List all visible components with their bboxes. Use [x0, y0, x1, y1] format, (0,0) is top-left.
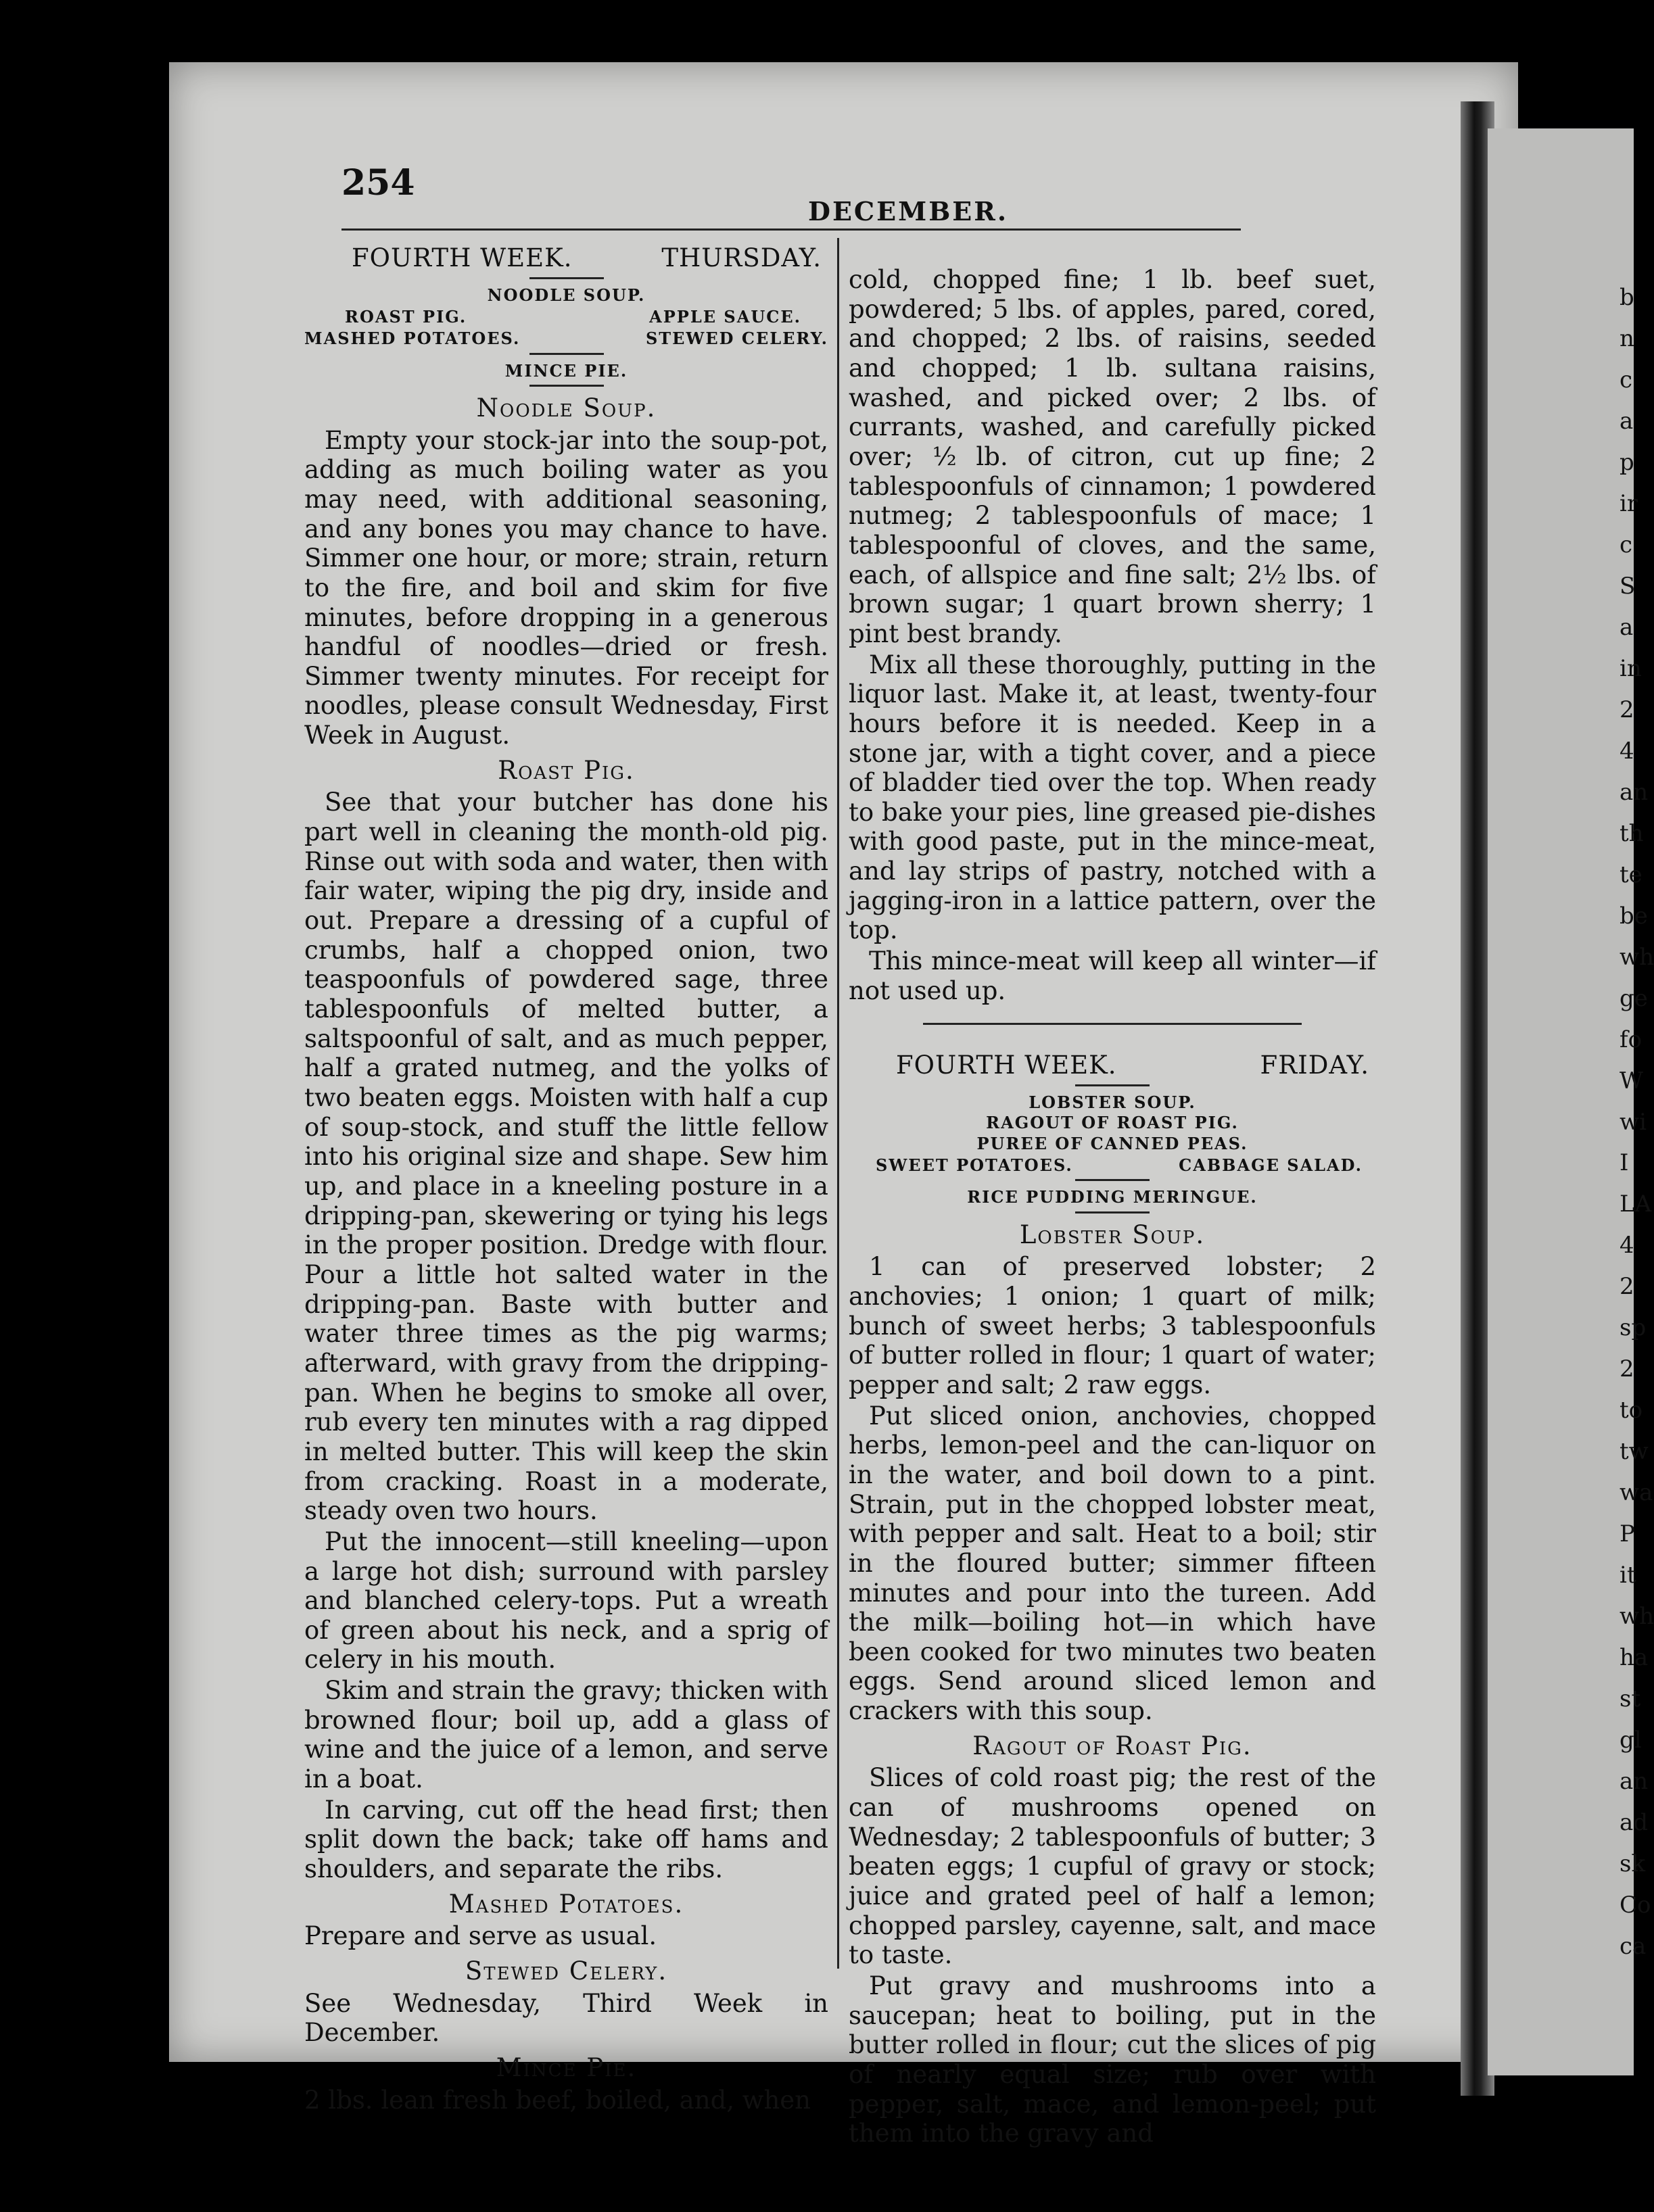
edge-fragment: 4	[1620, 1232, 1634, 1259]
edge-fragment: ca	[1620, 1933, 1647, 1961]
edge-fragment: be	[1620, 902, 1648, 930]
edge-fragment: th	[1620, 819, 1644, 847]
left-column	[304, 243, 828, 2116]
edge-fragment: S	[1620, 572, 1636, 600]
menu-item: ROAST PIG.	[345, 306, 467, 327]
edge-fragment: st	[1620, 1685, 1641, 1713]
edge-fragment: ad	[1620, 1809, 1649, 1837]
edge-fragment: wh	[1620, 943, 1654, 971]
edge-fragment: a	[1620, 613, 1634, 641]
rule	[1075, 1084, 1150, 1086]
day-label: FRIDAY.	[1260, 1051, 1369, 1080]
edge-fragment: wa	[1620, 1479, 1653, 1507]
edge-fragment: ge	[1620, 984, 1648, 1012]
page-header	[341, 162, 1241, 230]
edge-fragment: ha	[1620, 1644, 1649, 1672]
column-divider	[837, 238, 839, 1969]
right-column	[849, 265, 1376, 2150]
recipe-text: See Wednesday, Third Week in December.	[304, 1988, 828, 2048]
menu-item: STEWED CELERY.	[645, 329, 828, 349]
recipe-title: Noodle Soup.	[476, 393, 657, 423]
recipe-title: Roast Pig.	[498, 755, 635, 785]
edge-fragment: it	[1620, 1562, 1636, 1589]
rule	[1075, 1179, 1150, 1181]
menu-row	[849, 1156, 1376, 1175]
running-title: DECEMBER.	[808, 196, 1009, 226]
rule	[529, 277, 604, 279]
edge-fragment: c	[1620, 366, 1633, 393]
edge-fragment: sk	[1620, 1850, 1646, 1878]
recipe-text: This mince-meat will keep all winter—if not used up.	[849, 946, 1376, 1005]
recipe-text: Skim and strain the gravy; thicken with browned flour; boil up, add a glass of wine and the juice of a lemon, and serve in a boat.	[304, 1676, 828, 1794]
edge-fragment: wh	[1620, 1603, 1654, 1631]
edge-fragment: 2	[1620, 696, 1634, 723]
rule	[1075, 1211, 1150, 1213]
menu-item: APPLE SAUCE.	[649, 306, 801, 327]
edge-fragment: 2	[1620, 1273, 1634, 1301]
menu-item: MINCE PIE.	[504, 360, 628, 381]
recipe-text: Prepare and serve as usual.	[304, 1921, 657, 1951]
edge-fragment: c	[1620, 531, 1633, 558]
recipe-title: Mince Pie.	[496, 2053, 637, 2082]
edge-fragment: tw	[1620, 1438, 1649, 1466]
menu-item: MASHED POTATOES.	[304, 329, 521, 349]
thursday-heading	[352, 243, 822, 273]
menu-row	[304, 329, 828, 348]
edge-fragment: P	[1620, 1520, 1635, 1548]
recipe-title: Stewed Celery.	[465, 1956, 668, 1986]
edge-fragment: wi	[1620, 1108, 1647, 1136]
edge-fragment: gl	[1620, 1727, 1642, 1754]
facing-page-edge	[1488, 128, 1634, 2075]
edge-fragment: W	[1620, 1067, 1643, 1095]
edge-fragment: fo	[1620, 1026, 1643, 1053]
edge-fragment: an	[1620, 1768, 1649, 1796]
week-label: FOURTH WEEK.	[352, 243, 573, 272]
edge-fragment: 2	[1620, 1355, 1634, 1383]
recipe-text: Mix all these thoroughly, putting in the liquor last. Make it, at least, twenty-four hours before it is needed. Keep in a stone jar, with a tight cover, and a piece of bladder tied over the top. When ready to bake your pies, line greased pie-dishes with good paste, put in the mince-meat, and lay strips of pastry, notched with a jagging-iron in a lattice pattern, over the top.	[849, 650, 1376, 945]
recipe-text: See that your butcher has done his part well in cleaning the month-old pig. Rinse out with soda and water, then with fair water, wiping the pig dry, inside and out. Prepare a dressing of a cupful of crumbs, half a chopped onion, two teaspoonfuls of powdered sage, three tablespoonfuls of melted butter, a saltspoonful of salt, and as much pepper, half a grated nutmeg, and the yolks of two beaten eggs. Moisten with half a cup of soup-stock, and stuff the little fellow into his original size and shape. Sew him up, and place in a kneeling posture in a dripping-pan, skewering or tying his legs in the proper position. Dredge with flour. Pour a little hot salted water in the dripping-pan. Baste with butter and water three times as the pig warms; afterward, with gravy from the dripping-pan. When he begins to smoke all over, rub every ten minutes with a rag dipped in melted butter. This will keep the skin from cracking. Roast in a moderate, steady oven two hours.	[304, 788, 828, 1526]
edge-fragment: sp	[1620, 1314, 1647, 1342]
recipe-text: Put gravy and mushrooms into a saucepan; heat to boiling, put in the butter rolled in flour; cut the slices of pig of nearly equal size; rub over with pepper, salt, mace, and lemon-peel; put them into the gravy and	[849, 1971, 1376, 2148]
recipe-text: 1 can of preserved lobster; 2 anchovies; 1 onion; 1 quart of milk; bunch of sweet herbs; 3 tablespoonfuls of butter rolled in flour; 1 quart of water; pepper and salt; 2 raw eggs.	[849, 1252, 1376, 1399]
edge-fragment: a	[1620, 407, 1634, 435]
menu-item: LOBSTER SOUP.	[1029, 1092, 1196, 1113]
menu-row	[304, 308, 828, 327]
menu-item: PUREE OF CANNED PEAS.	[976, 1133, 1248, 1153]
menu-item: NOODLE SOUP.	[487, 285, 646, 305]
edge-fragment: ir	[1620, 489, 1638, 517]
day-label: THURSDAY.	[661, 243, 822, 272]
recipe-text: Empty your stock-jar into the soup-pot, adding as much boiling water as you may need, with additional seasoning, and any bones you may chance to have. Simmer one hour, or more; strain, return to the fire, and boil and skim for five minutes, before dropping in a generous handful of noodles—dried or fresh. Simmer twenty minutes. For receipt for noodles, please consult Wednesday, First Week in August.	[304, 425, 828, 750]
edge-fragment: te	[1620, 861, 1643, 888]
recipe-text: cold, chopped fine; 1 lb. beef suet, powdered; 5 lbs. of apples, pared, cored, and chopped; 2 lbs. of raisins, seeded and chopped; 1 lb. sultana raisins, washed, and picked over; 2 lbs. of currants, washed, and carefully picked over; ½ lb. of citron, cut up fine; 2 tablespoonfuls of cinnamon; 1 powdered nutmeg; 2 tablespoonfuls of mace; 1 tablespoonful of cloves, and the same, each, of allspice and fine salt; 2½ lbs. of brown sugar; 1 quart brown sherry; 1 pint best brandy.	[849, 265, 1376, 648]
edge-fragment: to	[1620, 1397, 1643, 1424]
friday-heading	[896, 1051, 1369, 1080]
edge-fragment: I	[1620, 1149, 1629, 1177]
edge-fragment: in	[1620, 654, 1642, 682]
edge-fragment: b	[1620, 284, 1634, 311]
edge-fragment: an	[1620, 778, 1649, 806]
recipe-text: Put sliced onion, anchovies, chopped herbs, lemon-peel and the can-liquor on in the water, and boil down to a pint. Strain, put in the chopped lobster meat, with pepper and salt. Heat to a boil; stir in the floured butter; simmer fifteen minutes and pour into the tureen. Add the milk—boiling hot—in which have been cooked for two minutes two beaten eggs. Send around sliced lemon and crackers with this soup.	[849, 1401, 1376, 1726]
recipe-title: Mashed Potatoes.	[448, 1889, 684, 1919]
section-rule	[923, 1023, 1302, 1025]
rule	[529, 353, 604, 355]
edge-fragment: n	[1620, 324, 1634, 352]
edge-fragment: LA	[1620, 1191, 1652, 1218]
recipe-text: Put the innocent—still kneeling—upon a large hot dish; surround with parsley and blanched celery-tops. Put a wreath of green about his neck, and a sprig of celery in his mouth.	[304, 1526, 828, 1675]
edge-fragment: p	[1620, 448, 1634, 476]
recipe-text: Slices of cold roast pig; the rest of the can of mushrooms opened on Wednesday; 2 tablespoonfuls of butter; 3 beaten eggs; 1 cupful of gravy or stock; juice and grated peel of half a lemon; chopped parsley, cayenne, salt, and mace to taste.	[849, 1763, 1376, 1970]
menu-item: SWEET POTATOES.	[876, 1155, 1073, 1175]
recipe-title: Lobster Soup.	[1019, 1220, 1206, 1249]
recipe-title: Ragout of Roast Pig.	[972, 1731, 1252, 1760]
menu-item: RICE PUDDING MERINGUE.	[967, 1187, 1258, 1207]
recipe-text: 2 lbs. lean fresh beef, boiled, and, when	[304, 2085, 811, 2115]
edge-fragment: 4	[1620, 737, 1634, 765]
edge-fragment: Co	[1620, 1892, 1651, 1919]
menu-item: RAGOUT OF ROAST PIG.	[986, 1113, 1239, 1133]
menu-item: CABBAGE SALAD.	[1179, 1155, 1363, 1175]
header-rule	[341, 229, 1241, 231]
page-number: 254	[341, 162, 415, 203]
rule	[529, 385, 604, 387]
week-label: FOURTH WEEK.	[896, 1051, 1117, 1080]
recipe-text: In carving, cut off the head first; then split down the back; take off hams and shoulders, and separate the ribs.	[304, 1795, 828, 1884]
